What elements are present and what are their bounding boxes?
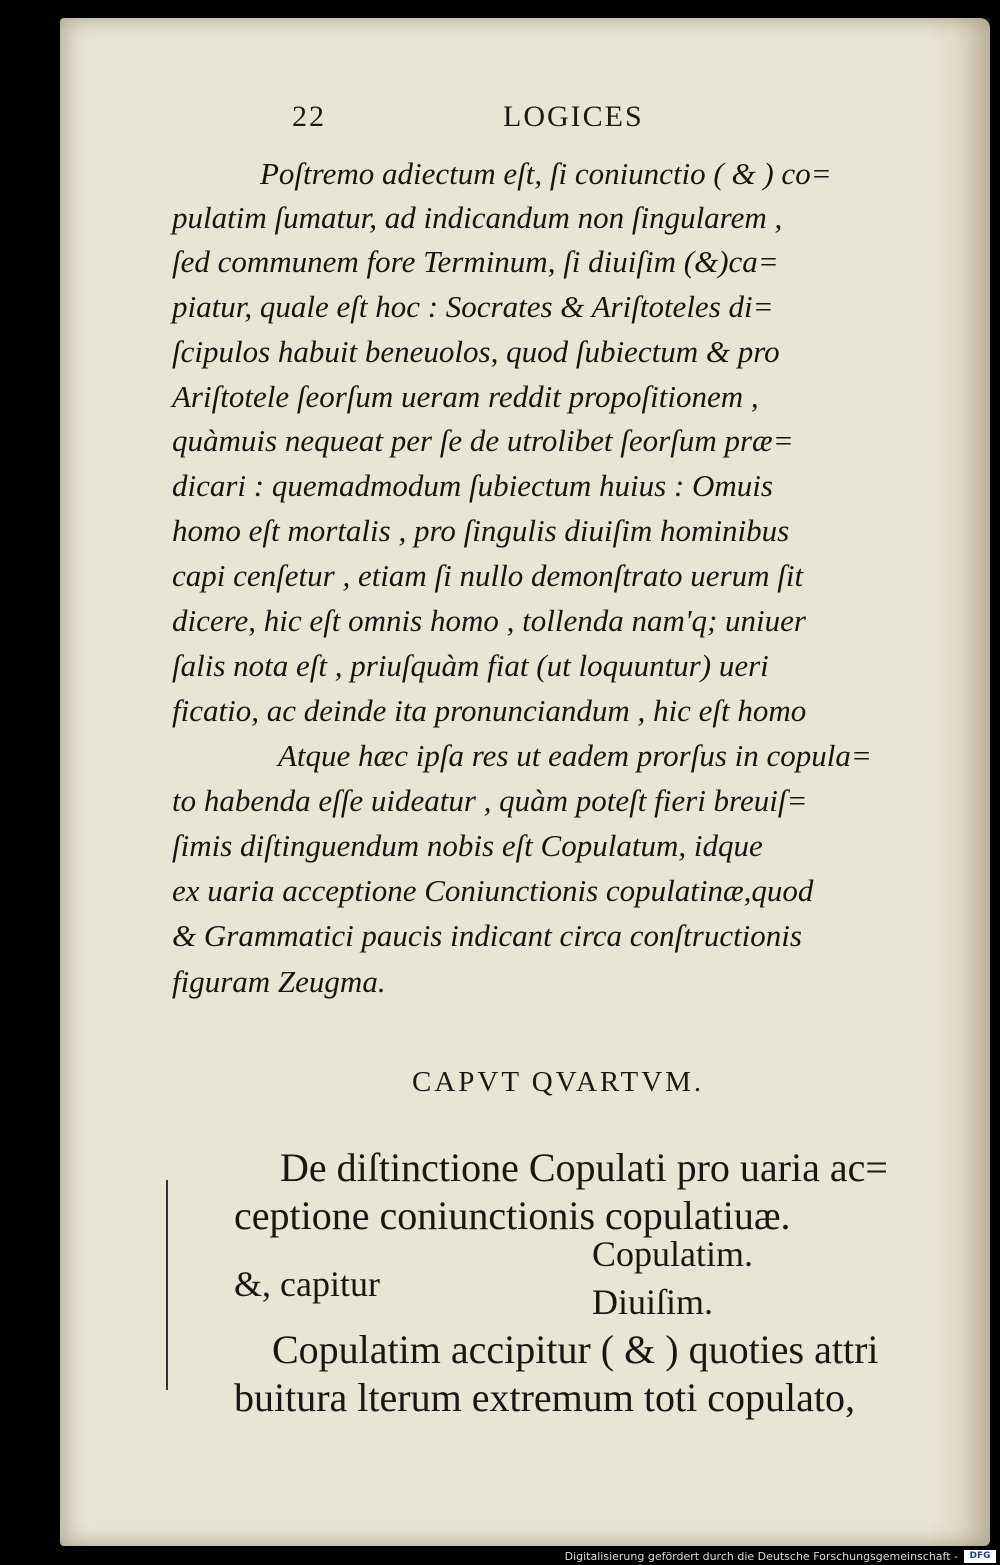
text-line: ex uaria acceptione Coniunctionis copulatinæ,quod [172, 873, 814, 908]
text-line: homo eſt mortalis , pro ſingulis diuiſim hominibus [172, 513, 790, 548]
diagram-option-copulatim: Copulatim. [592, 1234, 753, 1274]
text-line: Poſtremo adiectum eſt, ſi coniunctio ( & ) co= [260, 156, 832, 191]
section-title-line: ceptione coniunctionis copulatiuæ. [234, 1193, 791, 1238]
text-line: ſed communem fore Terminum, ſi diuiſim (&)ca= [172, 244, 779, 279]
text-line: ficatio, ac deinde ita pronunciandum , hic eſt homo [172, 693, 807, 728]
text-line: piatur, quale eſt hoc : Socrates & Ariſtoteles di= [172, 289, 774, 324]
text-line: Ariſtotele ſeorſum ueram reddit propoſitionem , [172, 379, 759, 414]
text-line: dicere, hic eſt omnis homo , tollenda nam'q; uniuer [172, 603, 806, 638]
text-line: quàmuis nequeat per ſe de utrolibet ſeorſum præ= [172, 423, 794, 458]
section-title-line: De diſtinctione Copulati pro uaria ac= [280, 1145, 888, 1190]
chapter-heading: CAPVT QVARTVM. [412, 1066, 705, 1098]
page-number: 22 [292, 100, 326, 133]
running-title: LOGICES [503, 100, 644, 133]
diagram-left-label: &, capitur [234, 1264, 380, 1304]
text-line: dicari : quemadmodum ſubiectum huius : Omuis [172, 468, 773, 503]
text-line: Copulatim accipitur ( & ) quoties attri [272, 1327, 879, 1372]
text-line: to habenda eſſe uideatur , quàm poteſt fieri breuiſ= [172, 783, 808, 818]
text-line: & Grammatici paucis indicant circa conſtructionis [172, 918, 802, 953]
text-line: ſalis nota eſt , priuſquàm fiat (ut loquuntur) ueri [172, 648, 769, 683]
diagram-option-diuisim: Diuiſim. [592, 1282, 714, 1322]
footer-note: Digitalisierung gefördert durch die Deutsche Forschungsgemeinschaft - [564, 1550, 958, 1563]
dfg-logo: DFG [964, 1550, 996, 1563]
margin-line [166, 1180, 168, 1390]
text-line: ſimis diſtinguendum nobis eſt Copulatum, idque [172, 828, 763, 863]
text-line: Atque hæc ipſa res ut eadem prorſus in copula= [278, 738, 872, 773]
text-line: ſcipulos habuit beneuolos, quod ſubiectum & pro [172, 334, 780, 369]
text-line: pulatim ſumatur, ad indicandum non ſingularem , [172, 200, 783, 235]
page-edge-shading [930, 18, 990, 1546]
text-line: buitura lterum extremum toti copulato, [234, 1375, 855, 1420]
text-line: figuram Zeugma. [172, 964, 386, 999]
text-line: capi cenſetur , etiam ſi nullo demonſtrato uerum ſit [172, 558, 804, 593]
